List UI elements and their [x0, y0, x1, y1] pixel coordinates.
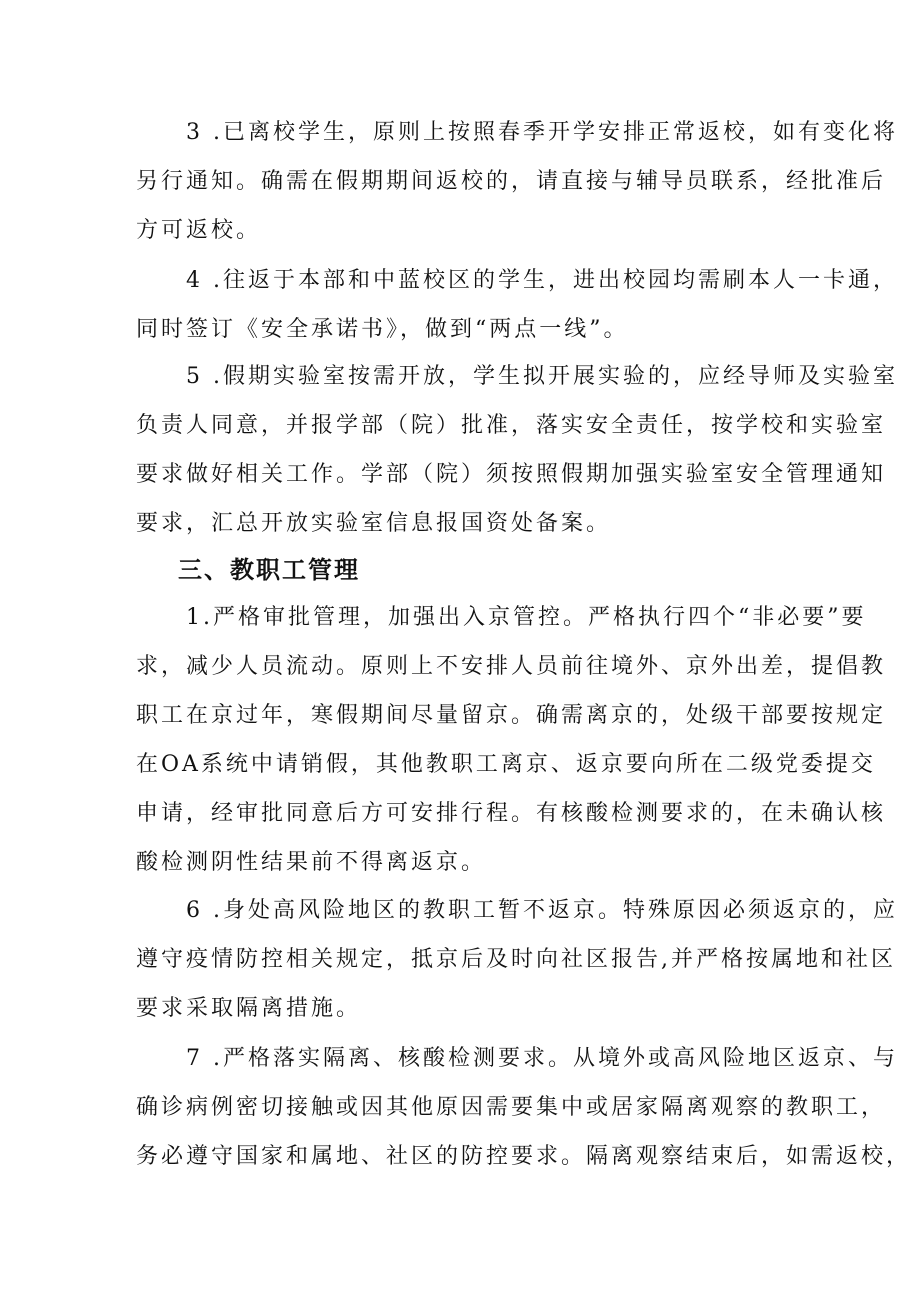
text-line: 另行通知。确需在假期期间返校的，请直接与辅导员联系，经批准后 [136, 169, 887, 194]
paragraph-item-3 [136, 108, 898, 255]
text-line: 职工在京过年，寒假期间尽量留京。确需离京的，处级干部要按规定 [136, 703, 887, 728]
paragraph-staff-item-1 [136, 593, 887, 887]
text-line: 在OA系统中请销假，其他教职工离京、返京要向所在二级党委提交 [136, 752, 876, 777]
text-line: 要求采取隔离措施。 [136, 996, 362, 1021]
paragraph-item-6 [136, 886, 898, 1033]
paragraph-item-5 [136, 352, 898, 548]
text-line: 4 .往返于本部和中蓝校区的学生，进出校园均需刷本人一卡通， [136, 268, 898, 293]
paragraph-item-4 [136, 256, 898, 354]
text-line: 确诊病例密切接触或因其他原因需要集中或居家隔离观察的教职工， [136, 1095, 887, 1120]
text-line: 3 .已离校学生，原则上按照春季开学安排正常返校，如有变化将 [136, 120, 898, 145]
text-line: 遵守疫情防控相关规定，抵京后及时向社区报告,并严格按属地和社区 [136, 947, 896, 972]
text-line: 申请，经审批同意后方可安排行程。有核酸检测要求的，在未确认核 [136, 801, 887, 826]
text-line: 5 .假期实验室按需开放，学生拟开展实验的，应经导师及实验室 [136, 364, 898, 389]
text-line: 务必遵守国家和属地、社区的防控要求。隔离观察结束后，如需返校， [136, 1144, 912, 1169]
text-line: 6 .身处高风险地区的教职工暂不返京。特殊原因必须返京的，应 [136, 898, 898, 923]
text-line: 酸检测阴性结果前不得离返京。 [136, 850, 487, 875]
text-line: 7 .严格落实隔离、核酸检测要求。从境外或高风险地区返京、与 [136, 1046, 898, 1071]
text-line: 同时签订《安全承诺书》，做到“两点一线”。 [136, 317, 629, 342]
text-line: 负责人同意，并报学部（院）批准，落实安全责任，按学校和实验室 [136, 413, 887, 438]
section-heading: 三、教职工管理 [178, 556, 360, 584]
text-line: 方可返校。 [136, 218, 262, 243]
text-line: 要求，汇总开放实验室信息报国资处备案。 [136, 511, 612, 536]
paragraph-item-7 [136, 1034, 912, 1181]
text-line: 求，减少人员流动。原则上不安排人员前往境外、京外出差，提倡教 [136, 654, 887, 679]
text-line: 要求做好相关工作。学部（院）须按照假期加强实验室安全管理通知 [136, 462, 887, 487]
text-line: 1.严格审批管理，加强出入京管控。严格执行四个“非必要”要 [136, 605, 867, 630]
